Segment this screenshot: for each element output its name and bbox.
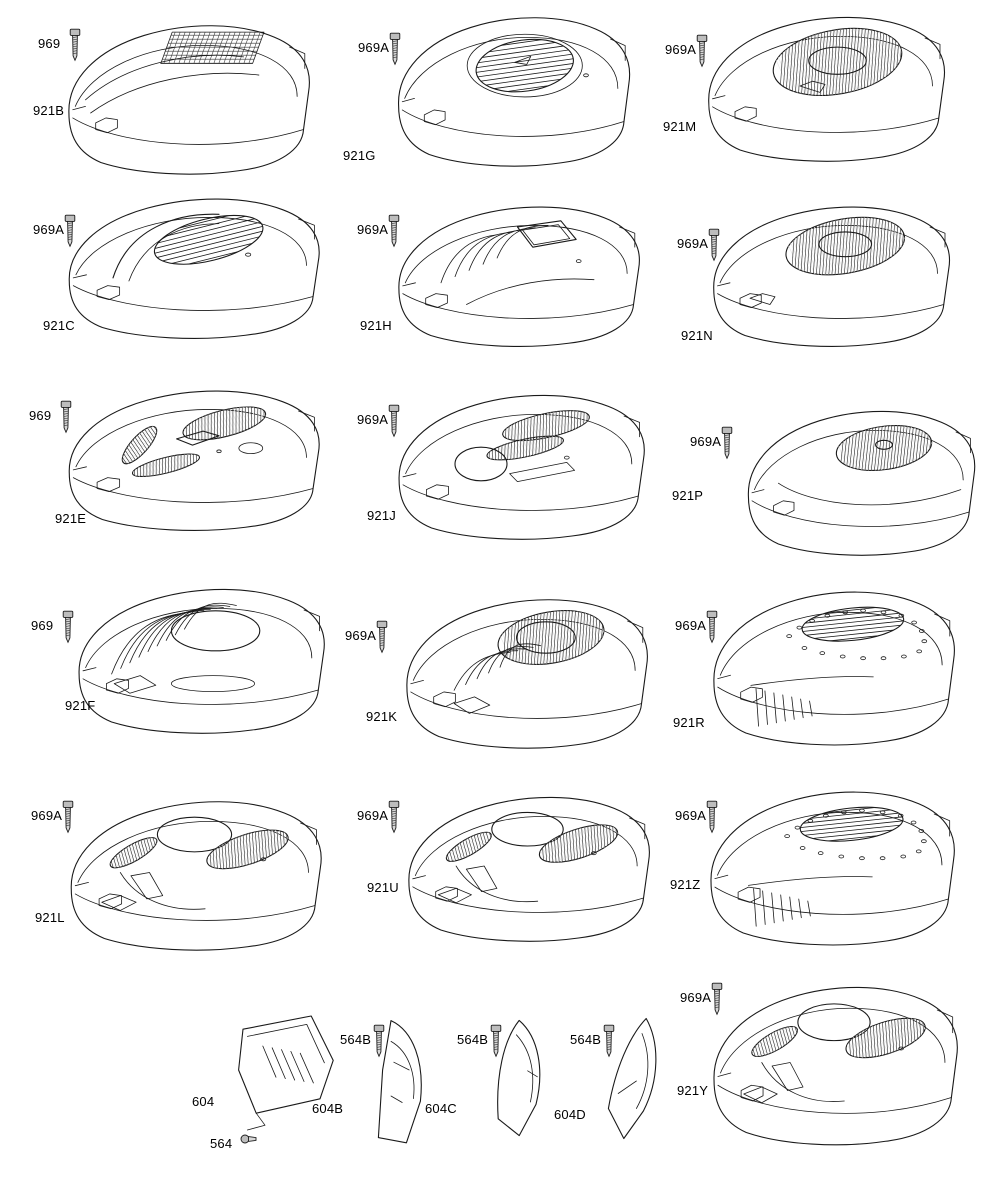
cover-part-number-921e: 921E [55, 511, 87, 526]
screw-part-number-969a: 969A [345, 628, 377, 643]
engine-cover-921b [60, 14, 315, 179]
screw-part-number-969a: 969A [358, 40, 390, 55]
cover-part-number-921h: 921H [360, 318, 392, 333]
screw-part-number-969a: 969A [675, 808, 707, 823]
cover-part-number-921m: 921M [663, 119, 697, 134]
cover-part-number-921n: 921N [681, 328, 713, 343]
engine-cover-921j [390, 384, 650, 544]
screw-part-number-969a: 969A [665, 42, 697, 57]
engine-cover-921g [390, 6, 635, 171]
cover-part-number-921y: 921Y [677, 1083, 709, 1098]
lower-part-number-604b: 604B [312, 1101, 344, 1116]
cover-part-number-921u: 921U [367, 880, 399, 895]
screw-part-number-969a: 969A [31, 808, 63, 823]
screw-part-number-969a: 969A [677, 236, 709, 251]
engine-cover-921r [705, 580, 960, 750]
lower-part-number-604: 604 [192, 1094, 215, 1109]
engine-cover-921m [700, 6, 950, 166]
screw-icon [489, 1024, 503, 1058]
cover-part-number-921p: 921P [672, 488, 704, 503]
engine-cover-921c [60, 188, 325, 343]
engine-cover-921h [390, 196, 645, 351]
screw-icon [240, 1132, 258, 1146]
screw-icon [720, 426, 734, 460]
engine-cover-921n [705, 196, 955, 351]
screw-icon [375, 620, 389, 654]
screw-part-number-564b: 564B [457, 1032, 489, 1047]
screw-part-number-969: 969 [38, 36, 61, 51]
screw-part-number-564b: 564B [340, 1032, 372, 1047]
screw-part-number-969a: 969A [357, 808, 389, 823]
cover-part-number-921z: 921Z [670, 877, 701, 892]
screw-part-number-564: 564 [210, 1136, 233, 1151]
engine-cover-921p [740, 400, 980, 560]
cover-part-number-921j: 921J [367, 508, 396, 523]
screw-part-number-969a: 969A [675, 618, 707, 633]
screw-part-number-969a: 969A [690, 434, 722, 449]
screw-part-number-969a: 969A [33, 222, 65, 237]
screw-icon [602, 1024, 616, 1058]
cover-part-number-921c: 921C [43, 318, 75, 333]
cover-part-number-921r: 921R [673, 715, 705, 730]
engine-cover-921u [400, 786, 655, 946]
screw-part-number-969a: 969A [680, 990, 712, 1005]
lower-part-number-604d: 604D [554, 1107, 586, 1122]
engine-cover-921f [70, 578, 330, 738]
engine-cover-921l [62, 790, 327, 955]
cover-part-number-921b: 921B [33, 103, 65, 118]
cover-part-number-921g: 921G [343, 148, 376, 163]
engine-cover-921y [705, 975, 963, 1150]
cover-part-number-921l: 921L [35, 910, 65, 925]
cover-part-number-921k: 921K [366, 709, 398, 724]
engine-cover-921z [702, 780, 960, 950]
cover-part-number-921f: 921F [65, 698, 96, 713]
engine-cover-921e [60, 380, 325, 535]
engine-cover-921k [398, 588, 653, 753]
screw-part-number-969a: 969A [357, 222, 389, 237]
screw-part-number-564b: 564B [570, 1032, 602, 1047]
screw-part-number-969a: 969A [357, 412, 389, 427]
screw-part-number-969: 969 [31, 618, 54, 633]
screw-icon [372, 1024, 386, 1058]
screw-icon [387, 800, 401, 834]
screw-part-number-969: 969 [29, 408, 52, 423]
lower-part-number-604c: 604C [425, 1101, 457, 1116]
